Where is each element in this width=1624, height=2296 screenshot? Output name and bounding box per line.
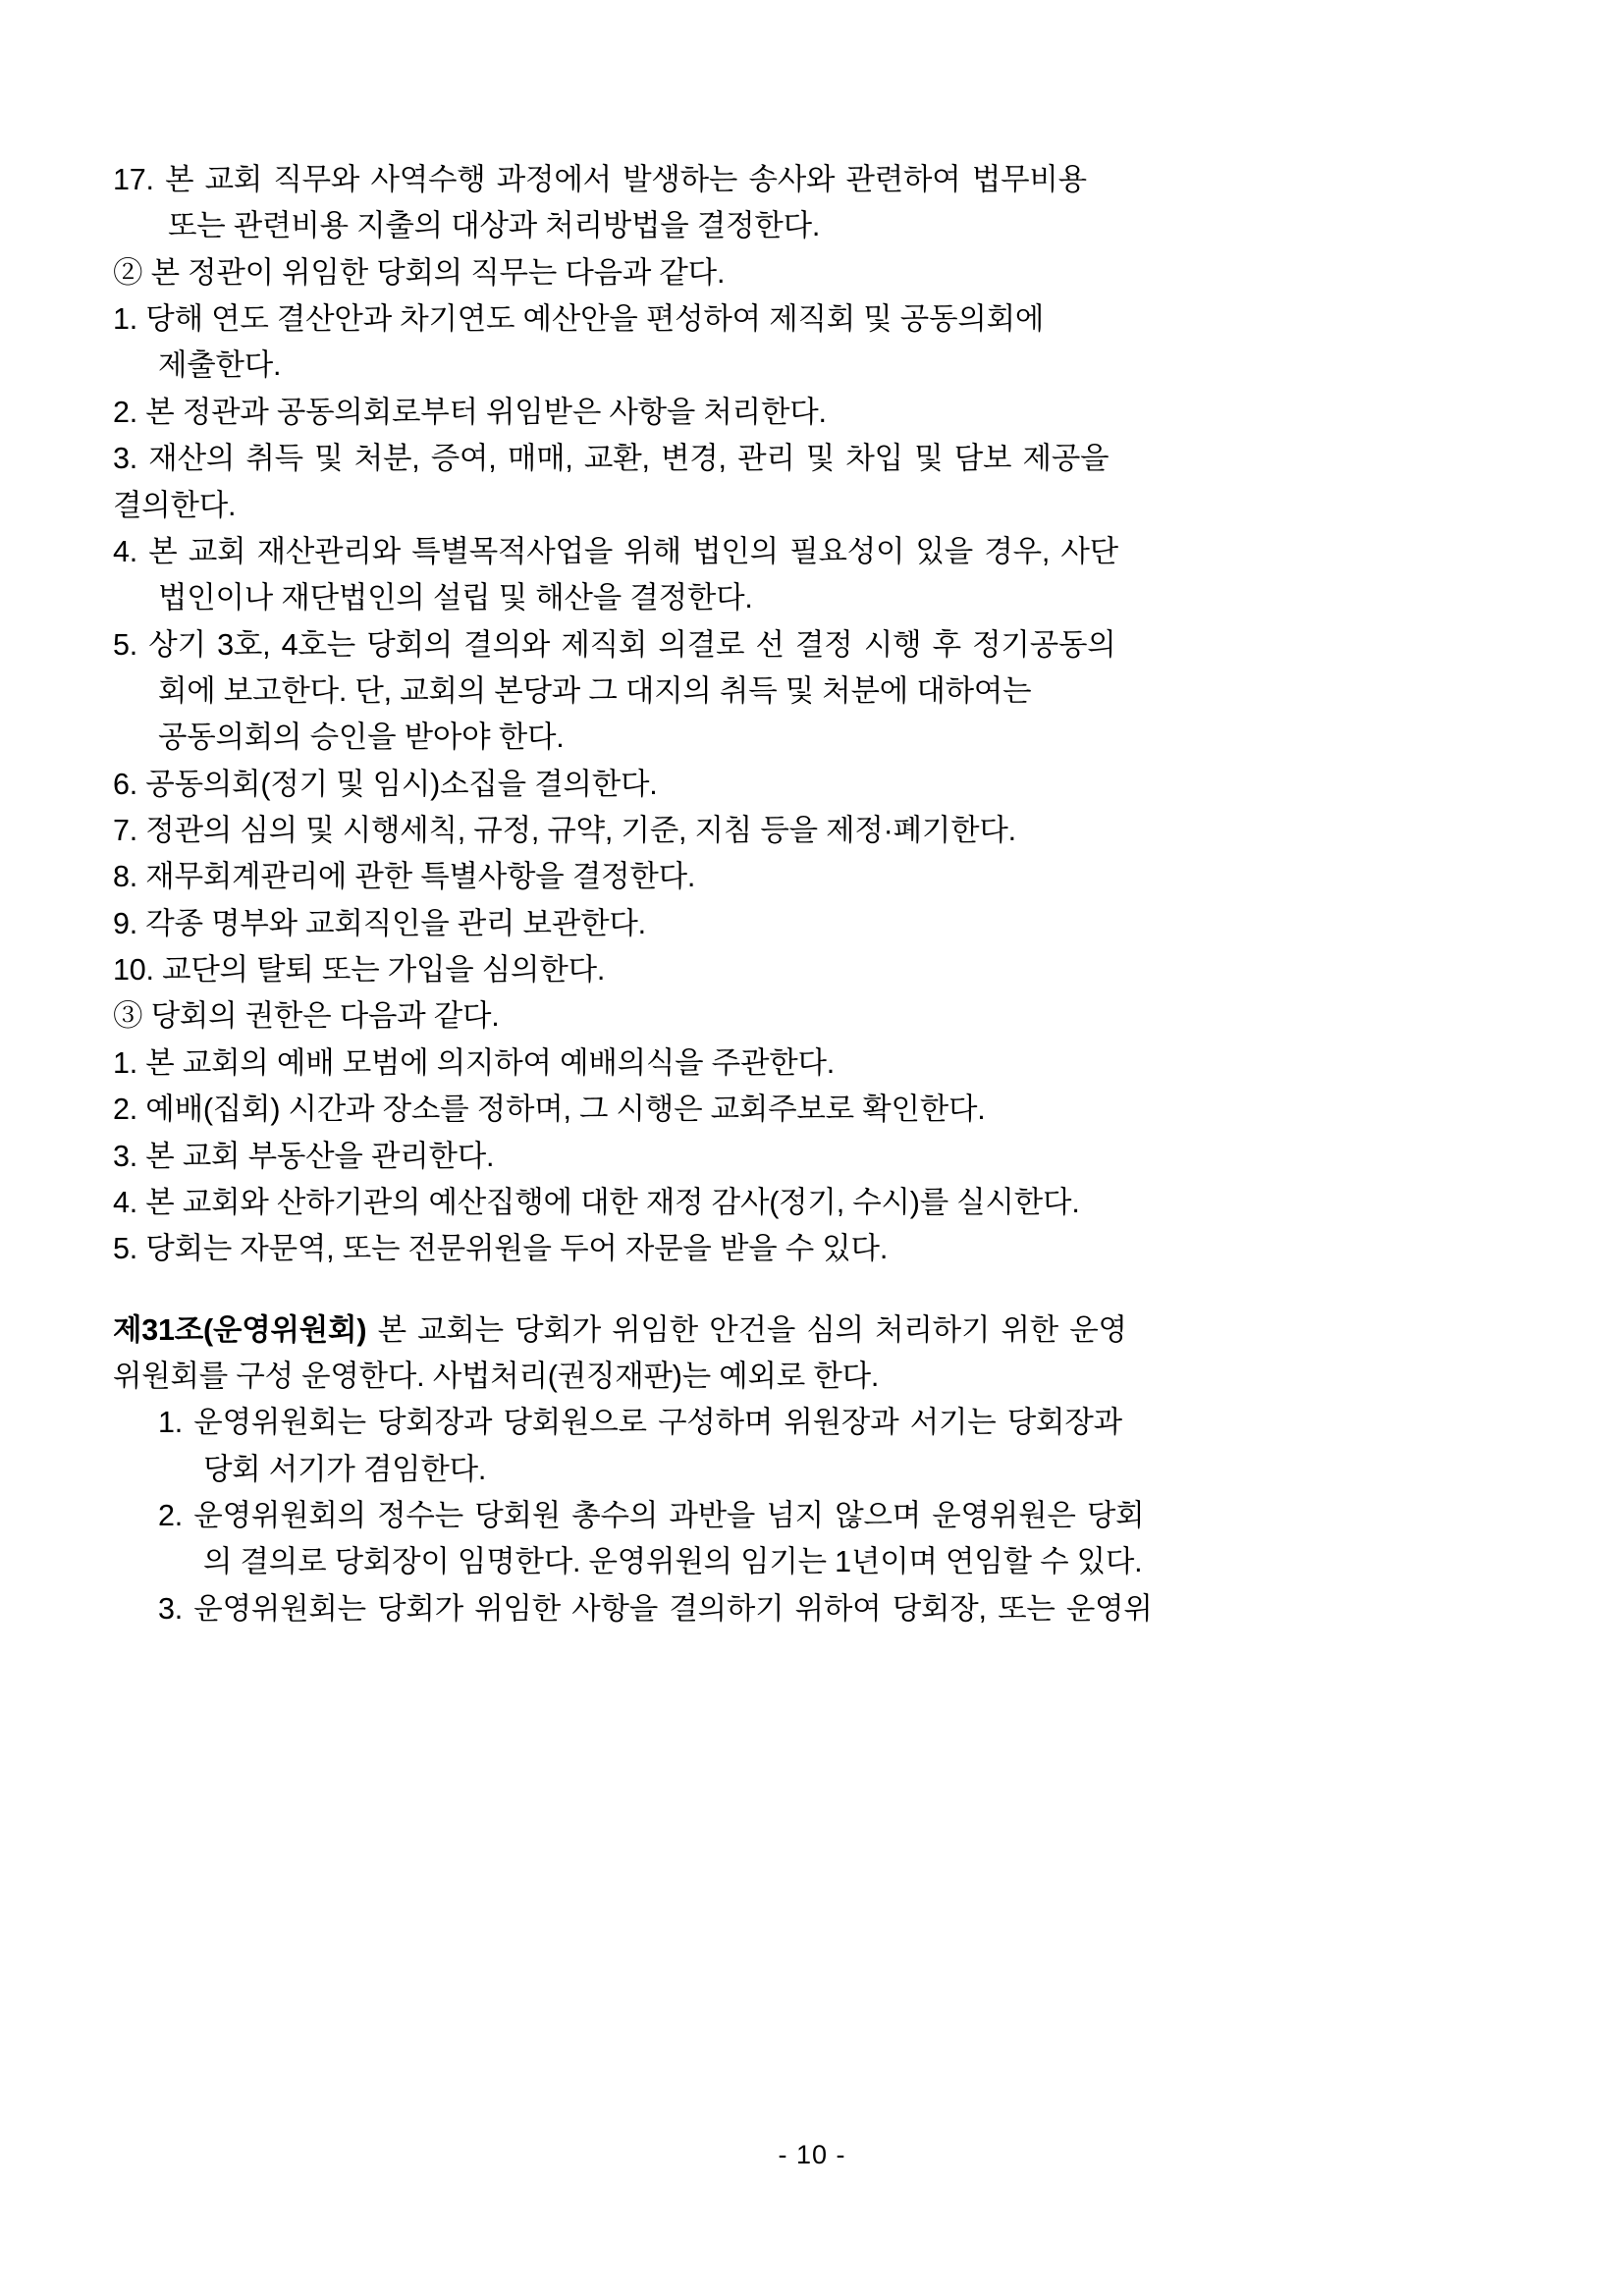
- article-label: 제31조(운영위원회): [113, 1312, 367, 1347]
- clause-text: ② 본 정관이 위임한 당회의 직무는 다음과 같다.: [113, 255, 726, 290]
- list-item-text: 5. 당회는 자문역, 또는 전문위원을 두어 자문을 받을 수 있다.: [113, 1232, 889, 1266]
- clause-item: [113, 993, 1496, 1039]
- list-item-text: 4. 본 교회와 산하기관의 예산집행에 대한 재정 감사(정기, 수시)를 실시한다.: [113, 1185, 1080, 1219]
- article-text: 본 교회는 당회가 위임한 안건을 심의 처리하기 위한 운영: [377, 1312, 1127, 1347]
- clause-text: ③ 당회의 권한은 다음과 같다.: [113, 999, 500, 1034]
- list-item-text: 결의한다.: [113, 488, 237, 522]
- document-body: [113, 157, 1496, 1631]
- list-item-text: 8. 재무회계관리에 관한 특별사항을 결정한다.: [113, 860, 696, 894]
- list-item-text: 2. 본 정관과 공동의회로부터 위임받은 사항을 처리한다.: [113, 395, 827, 429]
- list-item-text: 또는 관련비용 지출의 대상과 처리방법을 결정한다.: [168, 209, 821, 243]
- list-item-text: 1. 본 교회의 예배 모범에 의지하여 예배의식을 주관한다.: [113, 1045, 836, 1080]
- list-item-text: 3. 재산의 취득 및 처분, 증여, 매매, 교환, 변경, 관리 및 차입 및 담보 제공을: [113, 442, 1110, 476]
- list-item-continuation: [113, 483, 1496, 528]
- list-item: [113, 901, 1496, 946]
- list-item: [113, 390, 1496, 435]
- list-item-text: 10. 교단의 탈퇴 또는 가입을 심의한다.: [113, 953, 606, 988]
- article-heading: [113, 1308, 1496, 1353]
- list-item: [113, 1226, 1496, 1271]
- list-item-text: 3. 운영위원회는 당회가 위임한 사항을 결의하기 위하여 당회장, 또는 운영위: [158, 1591, 1153, 1626]
- list-item: [113, 947, 1496, 992]
- list-item: [113, 1180, 1496, 1225]
- list-item: [113, 1586, 1496, 1631]
- clause-item: [113, 250, 1496, 295]
- list-item-continuation: [113, 1447, 1496, 1492]
- list-item: [113, 762, 1496, 807]
- list-item-text: 17. 본 교회 직무와 사역수행 과정에서 발생하는 송사와 관련하여 법무비용: [113, 163, 1087, 196]
- list-item: [113, 808, 1496, 853]
- list-item-continuation: [113, 1539, 1496, 1584]
- list-item: [113, 436, 1496, 481]
- list-item-text: 9. 각종 명부와 교회직인을 관리 보관한다.: [113, 906, 646, 940]
- list-item-text: 당회 서기가 겸임한다.: [203, 1452, 487, 1486]
- article-continuation: [113, 1354, 1496, 1399]
- list-item: [113, 1041, 1496, 1086]
- list-item-text: 4. 본 교회 재산관리와 특별목적사업을 위해 법인의 필요성이 있을 경우, 사단: [113, 534, 1118, 568]
- list-item-text: 의 결의로 당회장이 임명한다. 운영위원의 임기는 1년이며 연임할 수 있다.: [203, 1545, 1143, 1579]
- list-item: [113, 1134, 1496, 1179]
- list-item-text: 3. 본 교회 부동산을 관리한다.: [113, 1139, 495, 1173]
- list-item: [113, 157, 1496, 202]
- list-item-text: 2. 예배(집회) 시간과 장소를 정하며, 그 시행은 교회주보로 확인한다.: [113, 1093, 986, 1127]
- list-item-text: 1. 운영위원회는 당회장과 당회원으로 구성하며 위원장과 서기는 당회장과: [158, 1406, 1122, 1440]
- list-item-text: 회에 보고한다. 단, 교회의 본당과 그 대지의 취득 및 처분에 대하여는: [158, 673, 1032, 708]
- list-item-continuation: [113, 668, 1496, 714]
- list-item-continuation: [113, 343, 1496, 388]
- list-item-text: 제출한다.: [158, 348, 282, 383]
- list-item: [113, 1493, 1496, 1538]
- list-item-text: 5. 상기 3호, 4호는 당회의 결의와 제직회 의결로 선 결정 시행 후 정기공동의: [113, 627, 1116, 662]
- list-item: [113, 622, 1496, 667]
- list-item-text: 법인이나 재단법인의 설립 및 해산을 결정한다.: [158, 581, 753, 615]
- list-item-continuation: [113, 715, 1496, 760]
- list-item-text: 2. 운영위원회의 정수는 당회원 총수의 과반을 넘지 않으며 운영위원은 당회: [158, 1499, 1145, 1533]
- list-item-continuation: [113, 575, 1496, 620]
- list-item: [113, 854, 1496, 899]
- list-item: [113, 1087, 1496, 1132]
- list-item: [113, 296, 1496, 342]
- list-item-continuation: [113, 203, 1496, 248]
- list-item-text: 1. 당해 연도 결산안과 차기연도 예산안을 편성하여 제직회 및 공동의회에: [113, 302, 1045, 337]
- list-item-text: 7. 정관의 심의 및 시행세칙, 규정, 규약, 기준, 지침 등을 제정·폐기한다.: [113, 814, 1016, 848]
- page-number: - 10 -: [778, 2140, 846, 2169]
- list-item: [113, 1400, 1496, 1445]
- article-text: 위원회를 구성 운영한다. 사법처리(권징재판)는 예외로 한다.: [113, 1359, 880, 1393]
- list-item-text: 6. 공동의회(정기 및 임시)소집을 결의한다.: [113, 767, 658, 801]
- list-item: [113, 529, 1496, 574]
- list-item-text: 공동의회의 승인을 받아야 한다.: [158, 721, 565, 755]
